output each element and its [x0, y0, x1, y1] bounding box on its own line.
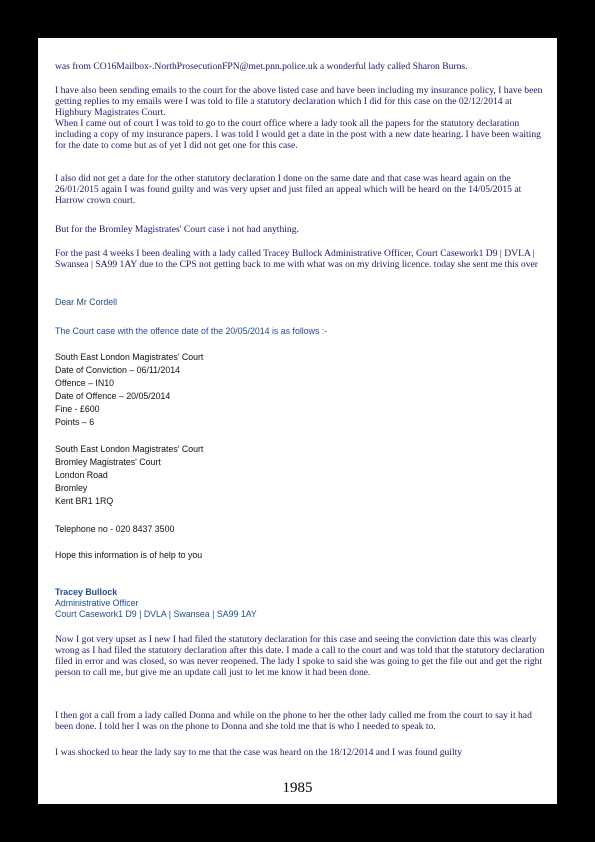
page-number: 1985	[282, 780, 313, 796]
paragraph-other-declaration: I also did not get a date for the other statutory declaration I done on the same date and that case was heard again on the 26/01/2015 again I was found guilty and was very upset and just filed an appeal which will be heard on the 14/05/2015 at Harrow crown court.	[55, 173, 522, 206]
statutory-declaration-text	[55, 85, 551, 151]
detail-line: Offence – IN10	[55, 378, 115, 388]
address-line: London Road	[55, 470, 108, 480]
detail-line: Date of Conviction – 06/11/2014	[55, 365, 181, 375]
email-signature	[55, 587, 551, 620]
document-page	[38, 38, 557, 804]
address-line: Bromley	[55, 483, 88, 493]
signature-title: Administrative Officer	[55, 598, 139, 608]
address-line: South East London Magistrates' Court	[55, 444, 204, 454]
shocked-text	[55, 747, 551, 758]
address-line: Kent BR1 1RQ	[55, 496, 114, 506]
paragraph-shocked: I was shocked to hear the lady say to me that the case was heard on the 18/12/2014 and I was found guilty	[55, 747, 463, 758]
opening-text	[55, 61, 551, 72]
court-address	[55, 443, 551, 508]
email-greeting: Dear Mr Cordell	[55, 297, 118, 307]
donna-call-text	[55, 710, 551, 732]
dvla-text	[55, 248, 551, 270]
conviction-details	[55, 351, 551, 429]
detail-line: Date of Offence – 20/05/2014	[55, 391, 171, 401]
second-declaration-text	[55, 173, 551, 206]
email-intro: The Court case with the offence date of the 20/05/2014 is as follows :-	[55, 326, 328, 336]
reaction-text	[55, 634, 551, 678]
address-line: Bromley Magistrates' Court	[55, 457, 161, 467]
telephone-number: Telephone no - 020 8437 3500	[55, 524, 175, 534]
paragraph-donna-call: I then got a call from a lady called Donna and while on the phone to her the other lady called me from the court to say it had been done. I told her I was on the phone to Donna and she told me that is who I needed to speak to.	[55, 710, 532, 732]
paragraph-upset: Now I got very upset as I new I had filed the statutory declaration for this case and seeing the conviction date this was clearly wrong as I had filed the statutory declaration after this date. I made a call to the court and was told that the statutory declaration filed in error and was closed, so was never reopened. The lady I spoke to said she was going to get the file out and get the right person to call me, but give me an update call just to let me know it had been done.	[55, 634, 545, 678]
email-closing: Hope this information is of help to you	[55, 550, 203, 560]
signature-department: Court Casework1 D9 | DVLA | Swansea | SA99 1AY	[55, 609, 257, 619]
detail-line: Points – 6	[55, 417, 95, 427]
bromley-text	[55, 224, 551, 235]
detail-line: South East London Magistrates' Court	[55, 352, 204, 362]
paragraph-bromley-case: But for the Bromley Magistrates' Court case i not had anything.	[55, 224, 299, 235]
paragraph-email-source: was from CO16Mailbox-.NorthProsecutionFPN@met.pnn.police.uk a wonderful lady called Sharon Burns.	[55, 61, 468, 72]
paragraph-emails-to-court: I have also been sending emails to the court for the above listed case and have been including my insurance policy, I have been getting replies to my emails were I was told to file a statutory declaration which I did for this case on the 02/12/2014 at Highbury Magistrates Court.	[55, 85, 543, 118]
signature-name: Tracey Bullock	[55, 587, 118, 597]
detail-line: Fine - £600	[55, 404, 100, 414]
paragraph-court-office: When I came out of court I was told to go to the court office where a lady took all the papers for the statutory declaration including a copy of my insurance papers. I was told I would get a date in the post with a new date hearing. I have been waiting for the date to come but as of yet I did not get one for this case.	[55, 118, 541, 151]
paragraph-tracey-bullock: For the past 4 weeks I been dealing with a lady called Tracey Bullock Administrative Officer, Court Casework1 D9 | DVLA | Swansea | SA99 1AY due to the CPS not getting back to me with what was on my driving licence. today she sent me this over	[55, 248, 538, 270]
